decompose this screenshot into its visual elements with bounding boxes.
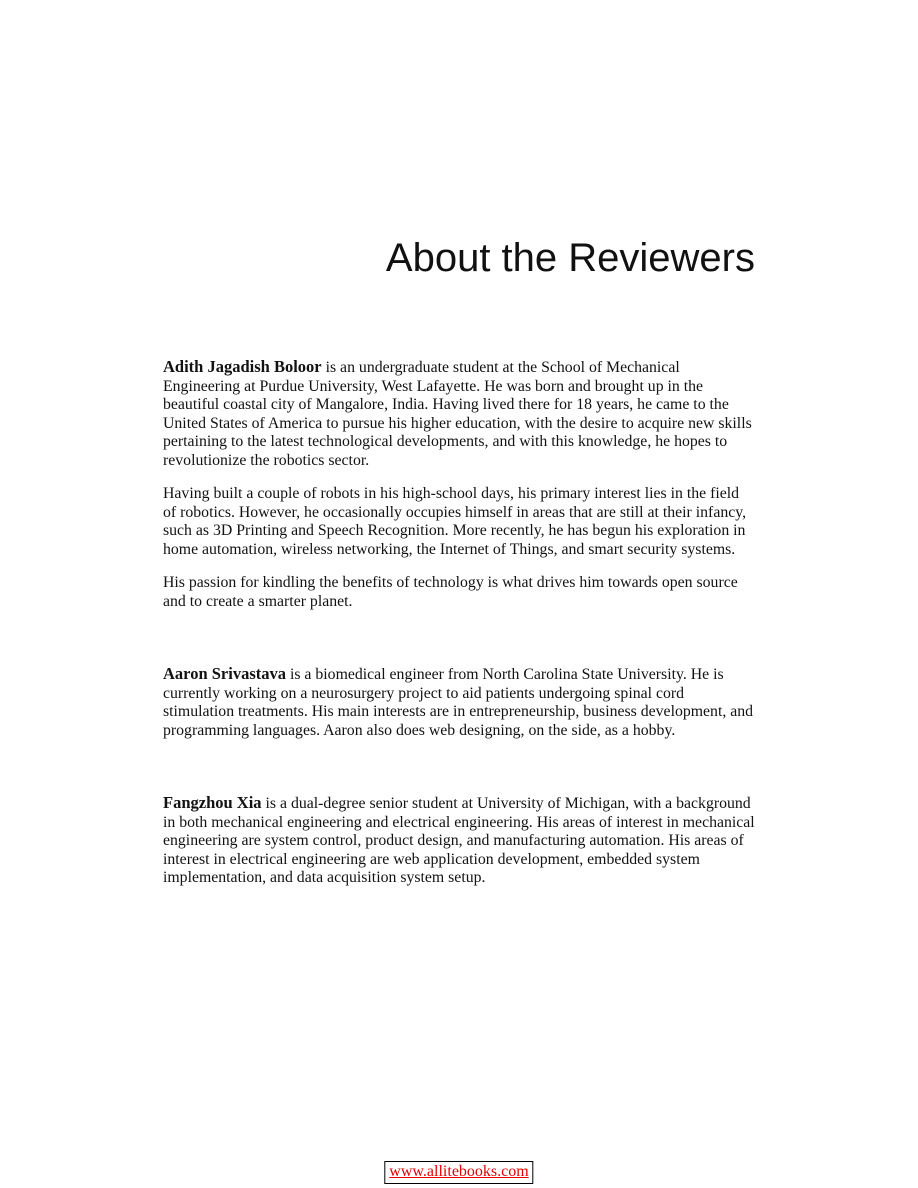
bio-text: is an undergraduate student at the School of Mechanical Engineering at Purdue University, West Lafayette. He was born and brought up in the beautiful coastal city of Mangalore, India. Having lived there for 18 years, he came to the United States of America to pursue his higher education, with the desire to acquire new skills pertaining to the latest technological developments, and with this knowledge, he hopes to revolutionize the robotics sector.	[163, 359, 752, 469]
reviewer-bio-aaron	[163, 665, 755, 740]
page-title: About the Reviewers	[385, 236, 755, 280]
bio-paragraph: Having built a couple of robots in his high-school days, his primary interest lies in the field of robotics. However, he occasionally occupies himself in areas that are still at their infancy, such as 3D Printing and Speech Recognition. More recently, he has begun his exploration in home automation, wireless networking, the Internet of Things, and smart security systems.	[163, 485, 747, 558]
reviewer-name: Adith Jagadish Boloor	[163, 357, 322, 376]
footer-watermark-box	[384, 1161, 533, 1184]
reviewer-name: Fangzhou Xia	[163, 793, 262, 812]
reviewer-bio-adith	[163, 358, 755, 611]
page-content	[163, 0, 755, 888]
bio-paragraph: His passion for kindling the benefits of technology is what drives him towards open source and to create a smarter planet.	[163, 574, 738, 610]
bio-text: is a dual-degree senior student at University of Michigan, with a background in both mechanical engineering and electrical engineering. His areas of interest in mechanical engineering are system control, product design, and manufacturing automation. His areas of interest in electrical engineering are web application development, embedded system implementation, and data acquisition system setup.	[163, 795, 755, 886]
bio-paragraph	[163, 358, 755, 470]
allitebooks-link[interactable]: www.allitebooks.com	[389, 1163, 529, 1180]
bio-paragraph	[163, 665, 755, 740]
reviewer-name: Aaron Srivastava	[163, 664, 286, 683]
bio-text: is a biomedical engineer from North Carolina State University. He is currently working on a neurosurgery project to aid patients undergoing spinal cord stimulation treatments. His main interests are in entrepreneurship, business development, and programming languages. Aaron also does web designing, on the side, as a hobby.	[163, 666, 754, 739]
bio-paragraph	[163, 794, 755, 888]
reviewer-bio-fangzhou	[163, 794, 755, 888]
